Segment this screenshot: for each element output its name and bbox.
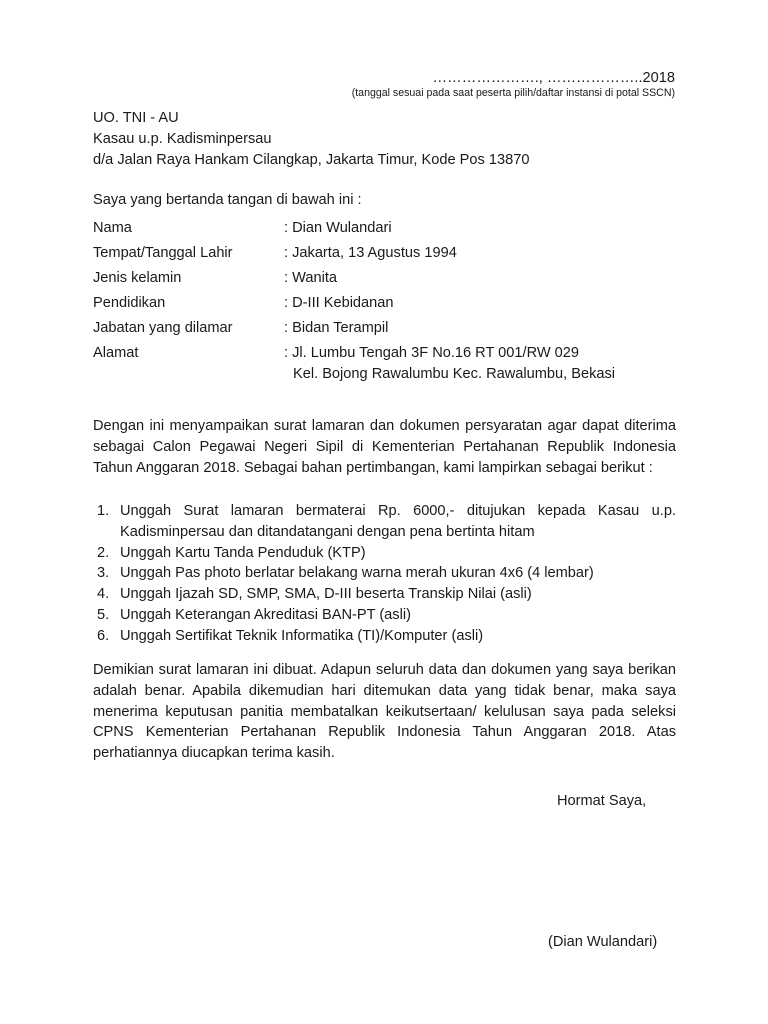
recipient-address xyxy=(93,108,529,170)
identity-label: Jenis kelamin xyxy=(93,270,182,286)
identity-label: Alamat xyxy=(93,345,139,361)
date-note: (tanggal sesuai pada saat peserta pilih/daftar instansi di potal SSCN) xyxy=(351,87,675,99)
identity-label: Jabatan yang dilamar xyxy=(93,320,233,336)
identity-value: : D-III Kebidanan xyxy=(284,295,394,311)
identity-label: Nama xyxy=(93,220,132,236)
date-line: …………………., ………………..2018 xyxy=(432,70,675,86)
identity-value xyxy=(284,343,615,385)
list-text: Unggah Kartu Tanda Penduduk (KTP) xyxy=(120,544,366,561)
identity-label: Pendidikan xyxy=(93,295,166,311)
list-number: 3. xyxy=(97,565,110,582)
list-text: Unggah Pas photo berlatar belakang warna merah ukuran 4x6 (4 lembar) xyxy=(120,565,594,582)
list-item xyxy=(93,543,676,564)
list-text: Unggah Keterangan Akreditasi BAN-PT (asli) xyxy=(120,606,411,623)
body-paragraph-1: Dengan ini menyampaikan surat lamaran dan dokumen persyaratan agar dapat diterima sebagai Calon Pegawai Negeri Sipil di Kementerian Pertahanan Republik Indonesia Tahun Anggaran 2018. Sebagai bahan pertimbangan, kami lampirkan sebagai berikut : xyxy=(93,418,676,476)
list-number: 6. xyxy=(97,627,110,644)
list-number: 5. xyxy=(97,606,110,623)
body-paragraph-2: Demikian surat lamaran ini dibuat. Adapun seluruh data dan dokumen yang saya berikan adalah benar. Apabila dikemudian hari ditemukan data yang tidak benar, maka saya menerima keputusan panitia membatalkan keikutsertaan/ kelulusan saya pada seleksi CPNS Kementerian Pertahanan Republik Indonesia Tahun Anggaran 2018. Atas perhatiannya diucapkan terima kasih. xyxy=(93,662,676,762)
identity-value: : Dian Wulandari xyxy=(284,220,392,236)
list-text: Unggah Surat lamaran bermaterai Rp. 6000,- ditujukan kepada Kasau u.p. Kadisminpersau dan ditandatangani dengan pena bertinta hitam xyxy=(120,503,676,540)
recipient-line-2: Kasau u.p. Kadisminpersau xyxy=(93,130,272,147)
list-item xyxy=(93,605,676,626)
list-item xyxy=(93,501,676,543)
list-number: 1. xyxy=(97,503,110,519)
recipient-line-3: d/a Jalan Raya Hankam Cilangkap, Jakarta Timur, Kode Pos 13870 xyxy=(93,151,530,168)
identity-value: : Jakarta, 13 Agustus 1994 xyxy=(284,245,457,261)
list-number: 2. xyxy=(97,544,110,561)
identity-value: : Bidan Terampil xyxy=(284,320,389,336)
attachment-list xyxy=(93,501,676,647)
list-text: Unggah Sertifikat Teknik Informatika (TI)/Komputer (asli) xyxy=(120,627,484,644)
recipient-line-1: UO. TNI - AU xyxy=(93,110,179,126)
list-number: 4. xyxy=(97,586,110,603)
list-item xyxy=(93,626,676,647)
address-line-2: Kel. Bojong Rawalumbu Kec. Rawalumbu, Bekasi xyxy=(293,365,616,382)
list-text: Unggah Ijazah SD, SMP, SMA, D-III beserta Transkip Nilai (asli) xyxy=(120,586,532,603)
address-line-1: : Jl. Lumbu Tengah 3F No.16 RT 001/RW 029 xyxy=(284,345,580,361)
list-item xyxy=(93,563,676,584)
signer-name: (Dian Wulandari) xyxy=(548,934,658,950)
identity-label: Tempat/Tanggal Lahir xyxy=(93,245,233,261)
list-item xyxy=(93,584,676,605)
intro-text: Saya yang bertanda tangan di bawah ini : xyxy=(93,192,362,208)
identity-value: : Wanita xyxy=(284,270,337,286)
closing-salutation: Hormat Saya, xyxy=(557,793,647,809)
